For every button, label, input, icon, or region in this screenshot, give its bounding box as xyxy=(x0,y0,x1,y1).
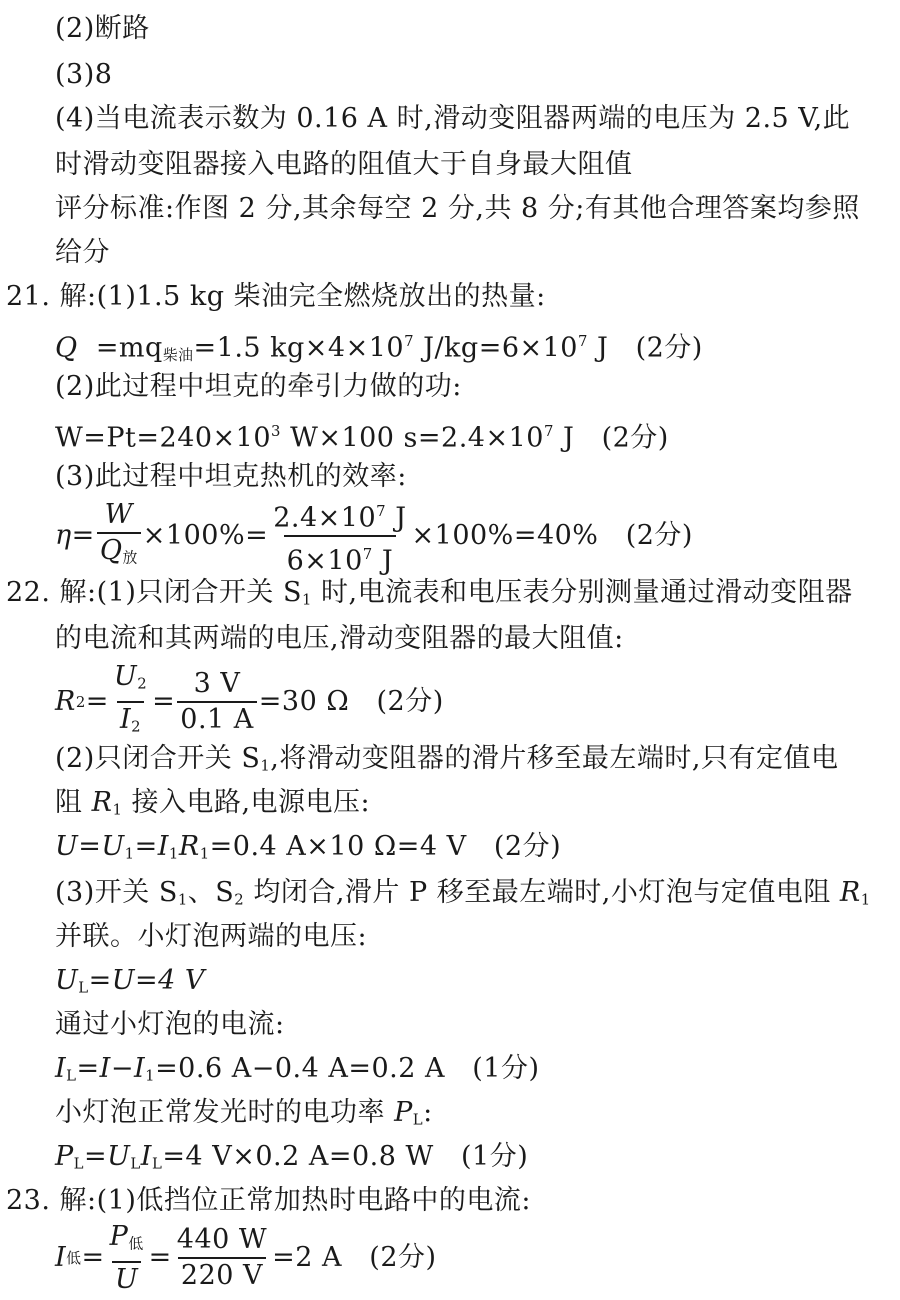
question-21-heading: 21. 解:(1)1.5 kg 柴油完全燃烧放出的热量: xyxy=(6,281,546,312)
question-23-heading: 23. 解:(1)低挡位正常加热时电路中的电流: xyxy=(6,1185,531,1216)
answer-line: (3)开关 $S_1$、$S_2$ 均闭合,滑片 P 移至最左端时,小灯泡与定值电阻 $R_1$ xyxy=(55,877,871,909)
equation-heat: $Q =mq_{柴油}=1.5$ $kg\times 4\times 10^7$ $J/kg=6\times 10^7$ J (2分) xyxy=(55,332,703,365)
score: (1分) xyxy=(472,1053,540,1084)
equation-work: $W=Pt=240\times 10^3$ W×100 $s=2.4\times 10^7$ J (2分) xyxy=(55,422,669,454)
equation-source-voltage: $U=U_1=I_1R_1=0.4$ A×10 Ω=4 V (2分) xyxy=(55,831,562,863)
answer-line: (2)断路 xyxy=(55,13,150,44)
grading-criteria: 评分标准:作图 2 分,其余每空 2 分,共 8 分;有其他合理答案均参照 xyxy=(55,193,860,224)
answer-line: 时滑动变阻器接入电路的阻值大于自身最大阻值 xyxy=(55,149,633,180)
fraction: $\frac{U_2}{I_2}$ xyxy=(111,662,150,741)
grading-criteria: 给分 xyxy=(55,237,110,268)
fraction: $\frac{440 W}{220 V}$ xyxy=(176,1224,268,1292)
equation-lamp-power: $P_L=U_LI_L=4$ V×0.2 A=0.8 W (1分) xyxy=(55,1141,529,1173)
equation-max-resistance: R 2 = $\frac{U_2}{I_2}$ = $\frac{3 V}{0.1 A}$ =30 Ω (2分) xyxy=(55,662,444,741)
fraction: $\frac{2.4\times 10^7 J}{6\times 10^7 J}$ xyxy=(273,502,407,577)
score: (1分) xyxy=(460,1141,529,1172)
answer-line: 并联。小灯泡两端的电压: xyxy=(55,921,368,952)
answer-line: (3)此过程中坦克热机的效率: xyxy=(55,461,407,492)
equation-lamp-current: $I_L=I-I_1=0.6$ A−0.4 A=0.2 A (1分) xyxy=(55,1053,540,1085)
fraction: $\frac{3 V}{0.1 A}$ xyxy=(177,669,257,735)
score: (2分) xyxy=(493,831,562,862)
fraction: $\frac{W}{Q_放}$ xyxy=(97,500,141,573)
answer-line: (2)此过程中坦克的牵引力做的功: xyxy=(55,371,462,402)
answer-line: 的电流和其两端的电压,滑动变阻器的最大阻值: xyxy=(55,623,624,654)
score: (2分) xyxy=(601,422,669,454)
question-22-heading: 22. 解:(1)只闭合开关 $S_1$ 时,电流表和电压表分别测量通过滑动变阻器 xyxy=(6,577,853,609)
equation-efficiency: η= $\frac{W}{Q_放}$ ×100%= $\frac{2.4\times 10^7 J}{6\times 10^7 J}$ ×100%=40% (2分) xyxy=(55,496,693,577)
score: (2分) xyxy=(369,1242,437,1274)
score: (2分) xyxy=(625,520,693,552)
answer-line: (3)8 xyxy=(55,59,113,90)
answer-line: 小灯泡正常发光时的电功率 $P_L$: xyxy=(55,1097,433,1129)
answer-line: 阻 $R_1$ 接入电路,电源电压: xyxy=(55,787,371,819)
equation-low-current: I 低 = $\frac{P_低}{U}$ = $\frac{440 W}{220 V}$ =2 A (2分) xyxy=(55,1221,437,1295)
score: (2分) xyxy=(376,685,444,717)
fraction: $\frac{P_低}{U}$ xyxy=(109,1221,144,1295)
answer-line: 通过小灯泡的电流: xyxy=(55,1009,285,1040)
equation-lamp-voltage: $U_L=U=4$ V xyxy=(55,965,205,997)
answer-line: (2)只闭合开关 $S_1$,将滑动变阻器的滑片移至最左端时,只有定值电 xyxy=(55,743,839,775)
answer-line: (4)当电流表示数为 0.16 A 时,滑动变阻器两端的电压为 2.5 V,此 xyxy=(55,103,851,134)
score: (2分) xyxy=(635,332,703,364)
